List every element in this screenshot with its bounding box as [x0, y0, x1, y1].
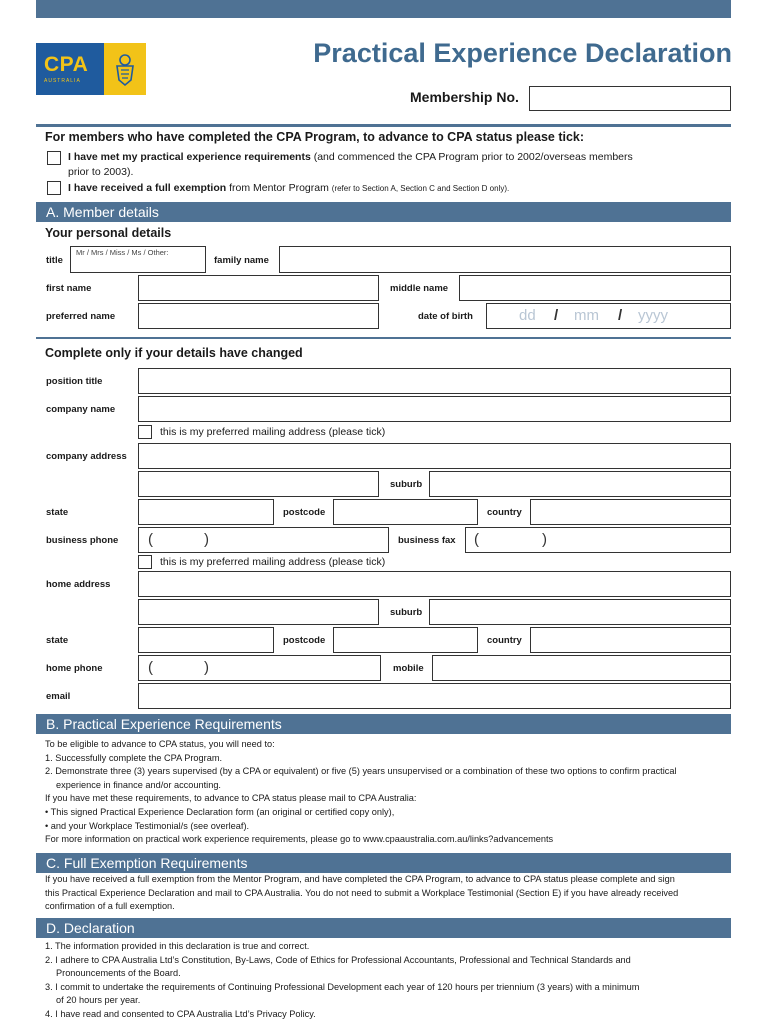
email-label: email — [46, 691, 71, 702]
first-name-input[interactable] — [138, 275, 379, 301]
company-postcode-input[interactable] — [333, 499, 478, 525]
section-d-line: 2. I adhere to CPA Australia Ltd’s Constitution, By-Laws, Code of Ethics for Professional Accountants, Professional and Technical Standards and — [45, 954, 631, 965]
home-suburb-input[interactable] — [429, 599, 731, 625]
home-address-input[interactable] — [138, 571, 731, 597]
company-postcode-label: postcode — [283, 507, 326, 518]
personal-details-heading: Your personal details — [45, 226, 172, 240]
business-fax-label: business fax — [398, 535, 456, 546]
option2-bold: I have received a full exemption — [68, 182, 227, 194]
section-b-line: To be eligible to advance to CPA status, you will need to: — [45, 739, 275, 749]
position-title-label: position title — [46, 376, 103, 387]
business-fax-input[interactable] — [465, 527, 731, 553]
business-phone-paren-close: ) — [204, 531, 209, 548]
dob-year-placeholder: yyyy — [638, 307, 668, 324]
logo-text: CPA — [44, 52, 89, 76]
option1-bold: I have met my practical experience requirements — [68, 151, 311, 163]
company-address-label: company address — [46, 451, 127, 462]
practical-experience-checkbox[interactable] — [47, 151, 61, 165]
option2-rest: from Mentor Program — [229, 182, 329, 194]
divider — [36, 124, 731, 127]
membership-label: Membership No. — [410, 89, 519, 105]
mobile-input[interactable] — [432, 655, 731, 681]
company-mailing-label: this is my preferred mailing address (please tick) — [160, 426, 386, 438]
advance-heading: For members who have completed the CPA Program, to advance to CPA status please tick: — [45, 130, 585, 144]
mobile-label: mobile — [393, 663, 424, 674]
option1-rest: (and commenced the CPA Program prior to 2002/overseas members — [313, 151, 633, 163]
changed-details-heading: Complete only if your details have changed — [45, 346, 303, 360]
section-b-line: • This signed Practical Experience Declaration form (an original or certified copy only), — [45, 806, 395, 817]
section-b-link[interactable]: For more information on practical work experience requirements, please go to www.cpaaustralia.com.au/links?advancements — [45, 834, 554, 845]
section-d-header: D. Declaration — [36, 918, 731, 938]
business-phone-label: business phone — [46, 535, 119, 546]
home-state-input[interactable] — [138, 627, 274, 653]
company-suburb-input[interactable] — [429, 471, 731, 497]
page-title: Practical Experience Declaration — [313, 38, 732, 68]
company-country-label: country — [487, 507, 522, 518]
company-address-input[interactable] — [138, 443, 731, 469]
section-d-line: 4. I have read and consented to CPA Australia Ltd’s Privacy Policy. — [45, 1008, 316, 1019]
home-phone-paren-close: ) — [204, 659, 209, 676]
home-phone-label: home phone — [46, 663, 103, 674]
membership-number-input[interactable] — [529, 86, 731, 111]
crest-icon — [104, 43, 146, 95]
preferred-name-label: preferred name — [46, 311, 116, 322]
top-bar — [36, 0, 731, 18]
family-name-input[interactable] — [279, 246, 731, 273]
section-b-body — [45, 738, 735, 847]
dob-label: date of birth — [418, 311, 473, 322]
home-mailing-checkbox[interactable] — [138, 555, 152, 569]
dob-slash-2: / — [618, 307, 623, 324]
cpa-logo — [36, 43, 146, 95]
option1-cont: prior to 2003). — [68, 166, 134, 178]
company-suburb-label: suburb — [390, 479, 423, 490]
section-d-line: 1. The information provided in this declaration is true and correct. — [45, 941, 310, 951]
section-d-body — [45, 940, 735, 1022]
title-label: title — [46, 255, 63, 266]
company-name-label: company name — [46, 404, 116, 415]
section-c-line: confirmation of a full exemption. — [45, 901, 175, 912]
home-suburb-label: suburb — [390, 607, 423, 618]
business-phone-input[interactable] — [138, 527, 389, 553]
section-d-line: Pronouncements of the Board. — [56, 968, 181, 979]
dob-month-placeholder: mm — [574, 307, 599, 324]
home-postcode-label: postcode — [283, 635, 326, 646]
option2-text — [68, 182, 509, 194]
dob-day-placeholder: dd — [519, 307, 536, 324]
section-b-line: 1. Successfully complete the CPA Program. — [45, 752, 223, 763]
option1-text — [68, 151, 633, 163]
option2-small: (refer to Section A, Section C and Section D only). — [331, 184, 510, 193]
business-phone-paren-open: ( — [148, 531, 153, 548]
home-phone-paren-open: ( — [148, 659, 153, 676]
company-address-line2-input[interactable] — [138, 471, 379, 497]
section-b-line: experience in finance and/or accounting. — [56, 779, 221, 790]
business-fax-paren-close: ) — [542, 531, 547, 548]
section-b-line: • and your Workplace Testimonial/s (see overleaf). — [45, 820, 250, 831]
company-state-label: state — [46, 507, 69, 518]
logo-subtext: AUSTRALIA — [44, 77, 81, 84]
email-input[interactable] — [138, 683, 731, 709]
business-fax-paren-open: ( — [474, 531, 479, 548]
full-exemption-checkbox[interactable] — [47, 181, 61, 195]
home-postcode-input[interactable] — [333, 627, 478, 653]
company-country-input[interactable] — [530, 499, 731, 525]
company-state-input[interactable] — [138, 499, 274, 525]
section-b-header: B. Practical Experience Requirements — [36, 714, 731, 734]
home-country-label: country — [487, 635, 522, 646]
section-c-line: this Practical Experience Declaration and mail to CPA Australia. You do not need to submit a Workplace Testimonial (Section E) if you have already received — [45, 887, 679, 898]
home-address-label: home address — [46, 579, 111, 590]
home-mailing-label: this is my preferred mailing address (please tick) — [160, 556, 386, 568]
home-state-label: state — [46, 635, 69, 646]
section-a-header: A. Member details — [36, 202, 731, 222]
home-phone-input[interactable] — [138, 655, 381, 681]
home-address-line2-input[interactable] — [138, 599, 379, 625]
dob-slash-1: / — [554, 307, 559, 324]
company-mailing-checkbox[interactable] — [138, 425, 152, 439]
section-c-header: C. Full Exemption Requirements — [36, 853, 731, 873]
preferred-name-input[interactable] — [138, 303, 379, 329]
section-c-line: If you have received a full exemption from the Mentor Program, and have completed the CPA Program, to advance to CPA status please complete and sign — [45, 874, 675, 884]
section-d-line: 3. I commit to undertake the requirements of Continuing Professional Development each year of 120 hours per triennium (3 years) with a minimum — [45, 981, 640, 992]
section-d-line: of 20 hours per year. — [56, 995, 141, 1006]
first-name-label: first name — [46, 283, 92, 294]
home-country-input[interactable] — [530, 627, 731, 653]
title-hint: Mr / Mrs / Miss / Ms / Other: — [76, 248, 169, 257]
middle-name-label: middle name — [390, 283, 449, 294]
company-name-input[interactable] — [138, 396, 731, 422]
section-b-line: 2. Demonstrate three (3) years supervised (by a CPA or equivalent) or five (5) years unsupervised or a combination of these two options to confirm practical — [45, 766, 677, 777]
family-name-label: family name — [214, 255, 269, 266]
section-b-line: If you have met these requirements, to advance to CPA status please mail to CPA Australia: — [45, 793, 417, 804]
section-c-body — [45, 873, 735, 914]
middle-name-input[interactable] — [459, 275, 731, 301]
position-title-input[interactable] — [138, 368, 731, 394]
divider — [36, 337, 731, 339]
